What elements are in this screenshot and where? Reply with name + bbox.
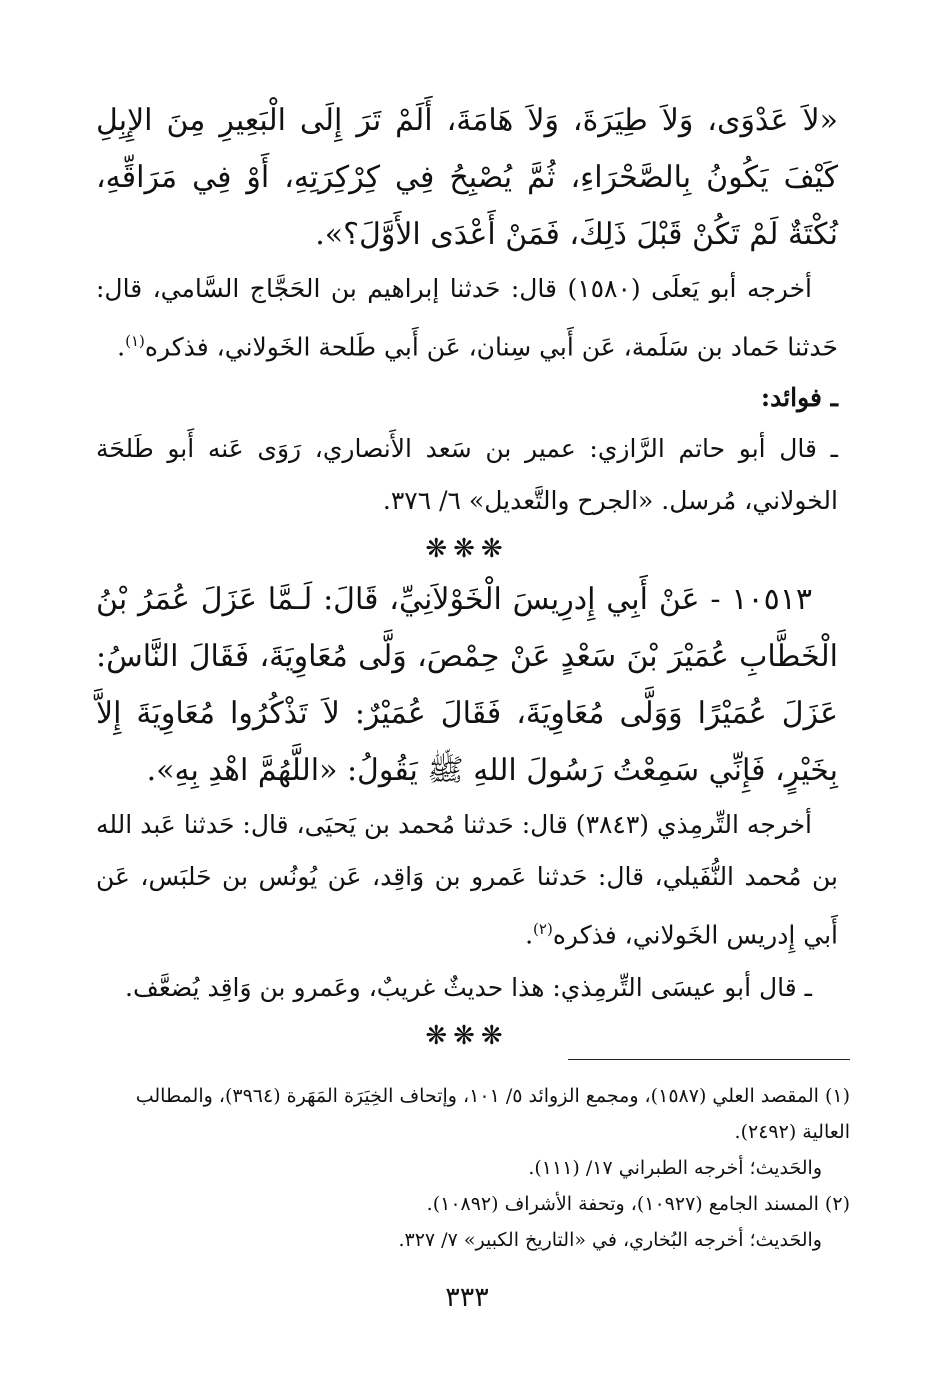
takhrij-2: أخرجه التِّرمِذي (٣٨٤٣) قال: حَدثنا مُحمد بن يَحيَى، قال: حَدثنا عَبد الله بن مُحمد النُّفَيلي، قال: حَدثنا عَمرو بن وَاقِد، عَن يُونُس بن حَلبَس، عَن أَبي إِدريس الخَولاني، فذكره$^{(٢)}$. bbox=[96, 810, 838, 950]
hadith-1-text: «لاَ عَدْوَى، وَلاَ طِيَرَةَ، وَلاَ هَامَةَ، أَلَمْ تَرَ إِلَى الْبَعِيرِ مِنَ الإِبِلِ كَيْفَ يَكُونُ بِالصَّحْرَاءِ، ثُمَّ يُصْبِحُ فِي كِرْكِرَتِهِ، أَوْ فِي مَرَاقِّهِ، نُكْتَةٌ لَمْ تَكُنْ قَبْلَ ذَلِكَ، فَمَنْ أَعْدَى الأَوَّلَ؟». bbox=[96, 103, 838, 252]
fawaid-heading: ـ فوائد: bbox=[760, 383, 838, 413]
tirmidhi-note: ـ قال أبو عيسَى التِّرمِذي: هذا حديثٌ غريبٌ، وعَمرو بن وَاقِد يُضعَّف. bbox=[125, 972, 812, 1002]
footnote-ref-2[interactable]: (٢) bbox=[533, 920, 553, 939]
footnote-1-continuation: والحَديث؛ أخرجه الطبراني ١٧/ (١١١). bbox=[528, 1157, 822, 1179]
footnote-2-continuation: والحَديث؛ أخرجه البُخاري، في «التاريخ الكبير» ٧/ ٣٢٧. bbox=[398, 1229, 822, 1251]
footnote-1: (١) المقصد العلي (١٥٨٧)، ومجمع الزوائد ٥/ ١٠١، وإتحاف الخِيَرَة المَهَرة (٣٩٦٤)، والمطالب العالية (٢٤٩٢). bbox=[135, 1085, 850, 1143]
section-separator-2: ❋❋❋ bbox=[425, 1020, 509, 1051]
takhrij-1-text: أخرجه أبو يَعلَى (١٥٨٠) قال: حَدثنا إبراهيم بن الحَجَّاج السَّامي، قال: حَدثنا حَماد بن سَلَمة، عَن أَبي سِنان، عَن أَبي طَلحة الخَولاني، فذكره bbox=[96, 274, 838, 362]
footnote-ref-1[interactable]: (١) bbox=[125, 332, 145, 350]
hadith-2-text: ١٠٥١٣ - عَنْ أَبِي إِدرِيسَ الْخَوْلاَنِيِّ، قَالَ: لَـمَّا عَزَلَ عُمَرُ بْنُ الْخَطَّابِ عُمَيْرَ بْنَ سَعْدٍ عَنْ حِمْصَ، وَلَّى مُعَاوِيَةَ، فَقَالَ النَّاسُ: عَزَلَ عُمَيْرًا وَوَلَّى مُعَاوِيَةَ، فَقَالَ عُمَيْرٌ: لاَ تَذْكُرُوا مُعَاوِيَةَ إِلاَّ بِخَيْرٍ، فَإِنِّي سَمِعْتُ رَسُولَ اللهِ ﷺ يَقُولُ: «اللَّهُمَّ اهْدِ بِهِ». bbox=[96, 582, 838, 789]
footnotes bbox=[112, 1078, 850, 1258]
takhrij-2-text: أخرجه التِّرمِذي (٣٨٤٣) قال: حَدثنا مُحمد بن يَحيَى، قال: حَدثنا عَبد الله بن مُحمد النُّفَيلي، قال: حَدثنا عَمرو بن وَاقِد، عَن يُونُس بن حَلبَس، عَن أَبي إِدريس الخَولاني، فذكره bbox=[96, 810, 838, 950]
fawaid-note: ـ قال أبو حاتم الرَّازي: عمير بن سَعد الأَنصاري، رَوَى عَنه أَبو طَلحَة الخولاني، مُرسل. «الجرح والتَّعديل» ٦/ ٣٧٦. bbox=[96, 434, 838, 516]
page-number: ٣٣٣ bbox=[445, 1282, 489, 1313]
main-text bbox=[96, 92, 838, 1058]
footnote-2: (٢) المسند الجامع (١٠٩٢٧)، وتحفة الأشراف (١٠٨٩٢). bbox=[426, 1193, 850, 1215]
footnote-divider bbox=[568, 1059, 850, 1060]
section-separator-1: ❋❋❋ bbox=[425, 534, 509, 565]
takhrij-1: أخرجه أبو يَعلَى (١٥٨٠) قال: حَدثنا إبراهيم بن الحَجَّاج السَّامي، قال: حَدثنا حَماد بن سَلَمة، عَن أَبي سِنان، عَن أَبي طَلحة الخَولاني، فذكره$^{(١)}$. bbox=[96, 274, 838, 362]
